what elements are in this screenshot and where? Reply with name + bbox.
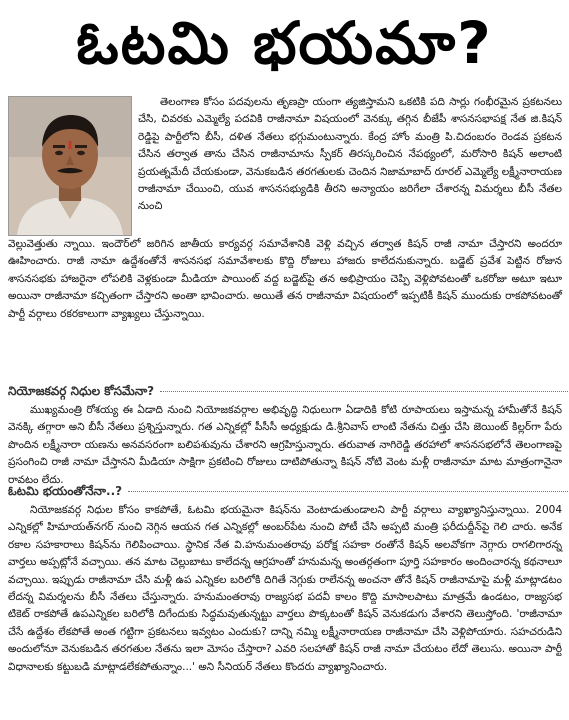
paragraph-text: ముఖ్యమంత్రి రోశయ్య ఈ ఏడాది నుంచి నియోజకవర్గాల అభివృద్ధి నిధులుగా ఏడాదికి కోటి రూపాయలు ఇస్తామన్న హామీతోనే కిషన్ వెనక్కి తగ్గారా అని బీసీ నేతలు ప్రశ్నిస్తున్నారు. గత ఎన్నికల్లో పీసీసీ అధ్యక్షుడు డి.శ్రీనివాస్ లాంటి నేతను చిత్తు చేసి జెయింట్ కిల్లర్‌గా పేరు పొందిన లక్ష్మీనారా యణను అనవసరంగా బలిపశువును చేశారని ఆగ్రహిస్తున్నారు. తరువాత నాగిరెడ్డి తరహాలో శాసనసభలోనే తెలంగాణపై ప్రసంగించి రాజీ నామా చేస్తానని మీడియా సాక్షిగా ప్రకటించి రోజులు దాటిపోతున్నా కిషన్ నోటి వెంట మళ్లీ రాజీనామా మాట మాత్రంగానైనా రావటం లేదు.	[8, 404, 562, 486]
lead-text-top: తెలంగాణ కోసం పదవులను తృణప్రా యంగా త్యజిస్తామని ఒకటికి పది సార్లు గంభీరమైన ప్రకటనలు చేసి, చివరకు ఎమ్మెల్యే పదవికి రాజీనామా విషయంలో వెనక్కు తగ్గిన బీజేపీ శాసనసభాపక్ష నేత జి.కిషన్ రెడ్డిపై పార్టీలోని బీసీ, దళిత నేతలు భగ్గుమంటున్నారు. కేంద్ర హోం మంత్రి పి.చిదంబరం రెండవ ప్రకటన చేసిన తర్వాత తాను చేసిన రాజీనామాను స్పీకర్ తిరస్కరించిన నేపథ్యంలో, మరోసారి కిషన్ అలాంటి ప్రయత్నమేదీ చేయకుండా, వెనుకబడిన తరగతులకు చెందిన నిజామాబాద్ రూరల్ ఎమ్మెల్యే లక్ష్మీనారాయణ రాజీనామా చేయించి, యువ శాసనసభ్యుడికి తీరని అన్యాయం జరిగేలా చేశారన్న విమర్శలు బీసీ నేతల నుంచి	[138, 96, 562, 213]
subheading-text: నియోజకవర్గ నిధుల కోసమేనా?	[8, 384, 155, 398]
headline: ఓటమి భయమా?	[76, 9, 493, 77]
subheading-text: ఓటమి భయంతోనేనా..?	[8, 484, 123, 498]
portrait-photo	[8, 96, 132, 236]
paragraph-fear-of-defeat	[8, 502, 562, 676]
lead-paragraph-bottom: వెల్లువెత్తుతు న్నాయి. ఇందౌర్‌లో జరిగిన జాతీయ కార్యవర్గ సమావేశానికి వెళ్లి వచ్చిన తర్వాత కిషన్ రాజీ నామా చేస్తారని అందరూ ఊహించారు. రాజీ నామా ఉద్దేశంతోనే శాసనసభ సమావేశాలకు కొద్ది రోజులు హాజరు కాలేదనుకున్నారు. బడ్జెట్ ప్రవేశ పెట్టిన రోజున శాసనసభకు హాజరైనా లోపలికి వెళ్లకుండా మీడియా పాయింట్ వద్ద బడ్జెట్‌పై తన అభిప్రాయం చెప్పి వెళ్లిపోవటంతో ఒకరోజు అటూ ఇటూ అయినా రాజీనామా కచ్చితంగా చేస్తారని అంతా భావించారు. అయితే తన రాజీనామా విషయంలో ఇప్పటికీ కిషన్ ముందుకు రాకపోవటంతో పార్టీ వర్గాలు రకరకాలుగా వ్యాఖ్యలు చేస్తున్నాయి.	[8, 238, 562, 320]
paragraph-text: నియోజకవర్గ నిధుల కోసం కాకపోతే, ఓటమి భయమైనా కిషన్‌ను వెంటాడుతుండాలని పార్టీ వర్గాలు వ్యాఖ్యానిస్తున్నాయి. 2004 ఎన్నికల్లో హిమాయత్‌నగర్ నుంచి నెగ్గిన ఆయన గత ఎన్నికల్లో అంబర్‌పేట నుంచి పోటీ చేసి అప్పటి మంత్రి ఫరీదుద్దీన్‌పై గెలి చారు. అనేక రకాల సహకారాలు కిషన్‌ను గెలిపించాయి. స్థానిక నేత వి.హనుమంతరావు పరోక్ష సహకా రంతోనే కిషన్ అలవోకగా నెగ్గారు రాగలిగారన్న వార్తలు అప్పట్లోనే వచ్చాయి. తన మాట చెల్లుబాటు కాలేదన్న ఆగ్రహంతో హనుమన్న అంతర్గతంగా పూర్తి సహకారం అందించారన్న కథనాలూ వచ్చాయి. ఇప్పుడు రాజీనామా చేసి మళ్లీ ఉప ఎన్నికల బరిలోకి దిగితే నెగ్గుకు రాలేనన్న అంచనా తోనే కిషన్ రాజీనామాపై మళ్లీ మాట్లాడటం లేదన్న విమర్శలను బీసీ నేతలు చేస్తున్నారు. హనుమంతరావు రాజ్యసభ పదవీ కాలం కొద్ది మాసాలపాటు మాత్రమే ఉండటం, రాజ్యసభ టికెట్ రాకపోతే ఉపఎన్నికల బరిలోకి దిగేందుకు సిద్ధమవుతున్నట్టు వార్తలు పొక్కటంతో కిషన్ వెనుకడుగు వేశారని తెలుస్తోంది. 'రాజీనామా చేసే ఉద్దేశం లేకపోతే అంత గట్టిగా ప్రకటనలు ఇవ్వటం ఎందుకు? దాన్ని నమ్మి లక్ష్మీనారాయణ రాజీనామా చేసి వెళ్లిపోయారు. సహచరుడిని అందులోనూ వెనుకబడిన తరగతుల నేతను ఇలా మోసం చేస్తారా? ఎవరి సలహాతో కిషన్ రాజీ నామా చేయటం లేదో తెలుసు. అయినా పార్టీ విధానాలకు కట్టుబడి మాట్లాడలేకపోతున్నాం...' అని సీనియర్ నేతలు కొందరు వ్యాఖ్యానించారు.	[8, 504, 562, 673]
subheading-rule	[128, 491, 569, 492]
lead-paragraph-top	[138, 94, 562, 216]
subheading-fear-of-defeat	[8, 484, 569, 501]
subheading-constituency-funds	[8, 384, 569, 401]
subheading-rule	[160, 391, 569, 392]
portrait-illustration	[9, 97, 131, 235]
paragraph-constituency-funds	[8, 402, 562, 489]
